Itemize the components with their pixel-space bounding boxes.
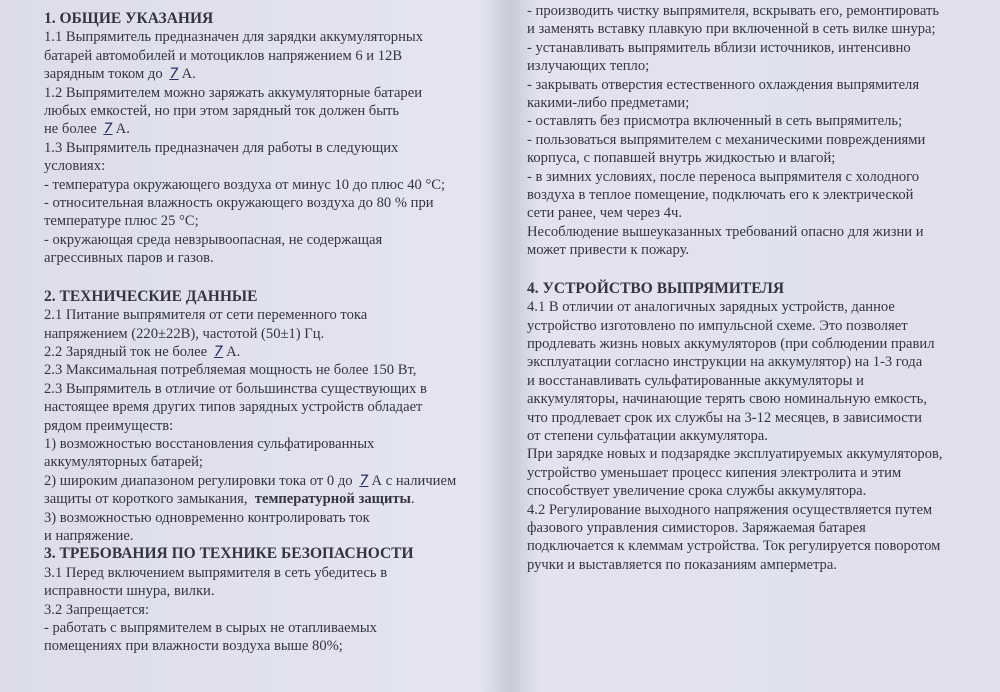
text-line: - относительная влажность окружающего воздуха до 80 % при — [44, 195, 434, 212]
text-line: - работать с выпрямителем в сырых не отапливаемых — [44, 620, 377, 636]
text-line: 2.1 Питание выпрямителя от сети переменного тока — [44, 307, 368, 324]
left-column — [44, 10, 494, 656]
text-line: При зарядке новых и подзарядке эксплуатируемых аккумуляторов, — [527, 446, 943, 463]
text-fragment: А. — [226, 343, 241, 360]
handwritten-current-value: 7 — [103, 120, 113, 138]
text-line: фазового управления симисторов. Заряжаемая батарея — [527, 519, 866, 536]
text-line — [44, 65, 494, 83]
text-fragment: А. — [115, 121, 130, 138]
text-line: 2.3 Выпрямитель в отличие от большинства существующих в — [44, 380, 427, 397]
text-line: ручки и выставляется по показаниям амперметра. — [527, 556, 837, 573]
section-1-title: 1. ОБЩИЕ УКАЗАНИЯ — [44, 10, 214, 27]
text-line: корпуса, с попавшей внутрь жидкостью и влагой; — [527, 150, 836, 167]
text-line: подключается к клеммам устройства. Ток регулируется поворотом — [527, 538, 941, 555]
text-line — [44, 490, 494, 508]
text-line: температуре плюс 25 °С; — [44, 213, 199, 230]
handwritten-current-value: 7 — [359, 471, 369, 489]
text-line: аккумуляторы, начинающие терять свою номинальную емкость, — [527, 391, 927, 408]
text-line: батарей автомобилей и мотоциклов напряжением 6 и 12В — [44, 47, 403, 64]
text-line: исправности шнура, вилки. — [44, 583, 215, 600]
handwritten-current-value: 7 — [169, 65, 179, 83]
text-line: рядом преимуществ: — [44, 417, 174, 434]
text-line: 1) возможностью восстановления сульфатированных — [44, 435, 375, 452]
text-line: - закрывать отверстия естественного охлаждения выпрямителя — [527, 76, 920, 93]
text-fragment: 2) широким диапазоном регулировки тока от 0 до — [44, 472, 353, 489]
text-line: 4.2 Регулирование выходного напряжения осуществляется путем — [527, 501, 933, 518]
text-line: может привести к пожару. — [527, 242, 690, 259]
text-line: 2.3 Максимальная потребляемая мощность не более 150 Вт, — [44, 362, 417, 379]
text-line: - пользоваться выпрямителем с механическими повреждениями — [527, 131, 926, 148]
handwritten-current-value: 7 — [213, 342, 224, 360]
text-line: и заменять вставку плавкую при включенной в сеть вилке шнура; — [527, 21, 936, 38]
text-line: - в зимних условиях, после переноса выпрямителя с холодного — [527, 168, 920, 185]
text-line: какими-либо предметами; — [527, 95, 690, 112]
section-4-title: 4. УСТРОЙСТВО ВЫПРЯМИТЕЛЯ — [527, 279, 785, 297]
text-line — [44, 120, 494, 138]
text-line: - оставлять без присмотра включенный в сеть выпрямитель; — [527, 113, 903, 130]
text-fragment: . — [410, 491, 415, 508]
right-column — [527, 2, 967, 574]
bold-text: температурной защиты — [254, 491, 411, 508]
text-line: любых емкостей, но при этом зарядный ток должен быть — [44, 103, 400, 120]
text-fragment: защиты от короткого замыкания, — [44, 491, 248, 508]
text-line: напряжением (220±22В), частотой (50±1) Гц. — [44, 325, 325, 342]
text-line — [44, 343, 494, 361]
spacer — [44, 268, 494, 288]
text-line: сети ранее, чем через 4ч. — [527, 205, 682, 222]
text-line: помещениях при влажности воздуха выше 80%; — [44, 638, 343, 655]
text-line: - устанавливать выпрямитель вблизи источников, интенсивно — [527, 39, 911, 56]
text-line: и восстанавливать сульфатированные аккумуляторы и — [527, 372, 864, 389]
text-line: 3) возможностью одновременно контролировать ток — [44, 509, 370, 526]
text-line: - температура окружающего воздуха от минус 10 до плюс 40 °С; — [44, 176, 446, 193]
text-line: от степени сульфатации аккумулятора. — [527, 427, 768, 444]
spacer — [527, 260, 967, 280]
text-line: 3.1 Перед включением выпрямителя в сеть убедитесь в — [44, 564, 388, 581]
text-fragment: зарядным током до — [44, 66, 163, 83]
text-line: что продлевает срок их службы на 3-12 месяцев, в зависимости — [527, 409, 922, 426]
text-line: продлевать жизнь новых аккумуляторов (при соблюдении правил — [527, 335, 935, 352]
text-line: 3.2 Запрещается: — [44, 601, 150, 618]
text-line: и напряжение. — [44, 527, 134, 544]
text-line: устройство изготовлено по импульсной схеме. Это позволяет — [527, 317, 908, 334]
text-line: 1.2 Выпрямителем можно заряжать аккумуляторные батареи — [44, 84, 423, 101]
text-line: излучающих тепло; — [527, 58, 650, 75]
text-line: - производить чистку выпрямителя, вскрывать его, ремонтировать — [527, 3, 939, 19]
text-line: эксплуатации согласно инструкции на аккумулятор) на 1-3 года — [527, 354, 923, 371]
text-line — [44, 472, 494, 490]
text-line: условиях: — [44, 158, 106, 175]
text-line: способствует увеличение срока службы аккумулятора. — [527, 483, 867, 500]
section-3-title: 3. ТРЕБОВАНИЯ ПО ТЕХНИКЕ БЕЗОПАСНОСТИ — [44, 545, 414, 563]
section-2-title: 2. ТЕХНИЧЕСКИЕ ДАННЫЕ — [44, 287, 258, 305]
text-line: 4.1 В отличии от аналогичных зарядных устройств, данное — [527, 299, 895, 316]
text-fragment: 2.2 Зарядный ток не более — [44, 343, 208, 360]
text-line: воздуха в теплое помещение, подключать его к электрической — [527, 187, 914, 204]
text-line: настоящее время других типов зарядных устройств обладает — [44, 399, 423, 416]
text-fragment: А с наличием — [371, 472, 457, 489]
text-line: 1.1 Выпрямитель предназначен для зарядки аккумуляторных — [44, 29, 424, 46]
text-fragment: не более — [44, 121, 97, 138]
text-line: агрессивных паров и газов. — [44, 250, 214, 267]
text-line: Несоблюдение вышеуказанных требований опасно для жизни и — [527, 223, 924, 240]
text-line: 1.3 Выпрямитель предназначен для работы в следующих — [44, 139, 399, 156]
text-fragment: А. — [181, 66, 196, 83]
text-line: устройство уменьшает процесс кипения электролита и этим — [527, 464, 902, 481]
text-line: аккумуляторных батарей; — [44, 454, 203, 471]
text-line: - окружающая среда невзрывоопасная, не содержащая — [44, 231, 383, 248]
